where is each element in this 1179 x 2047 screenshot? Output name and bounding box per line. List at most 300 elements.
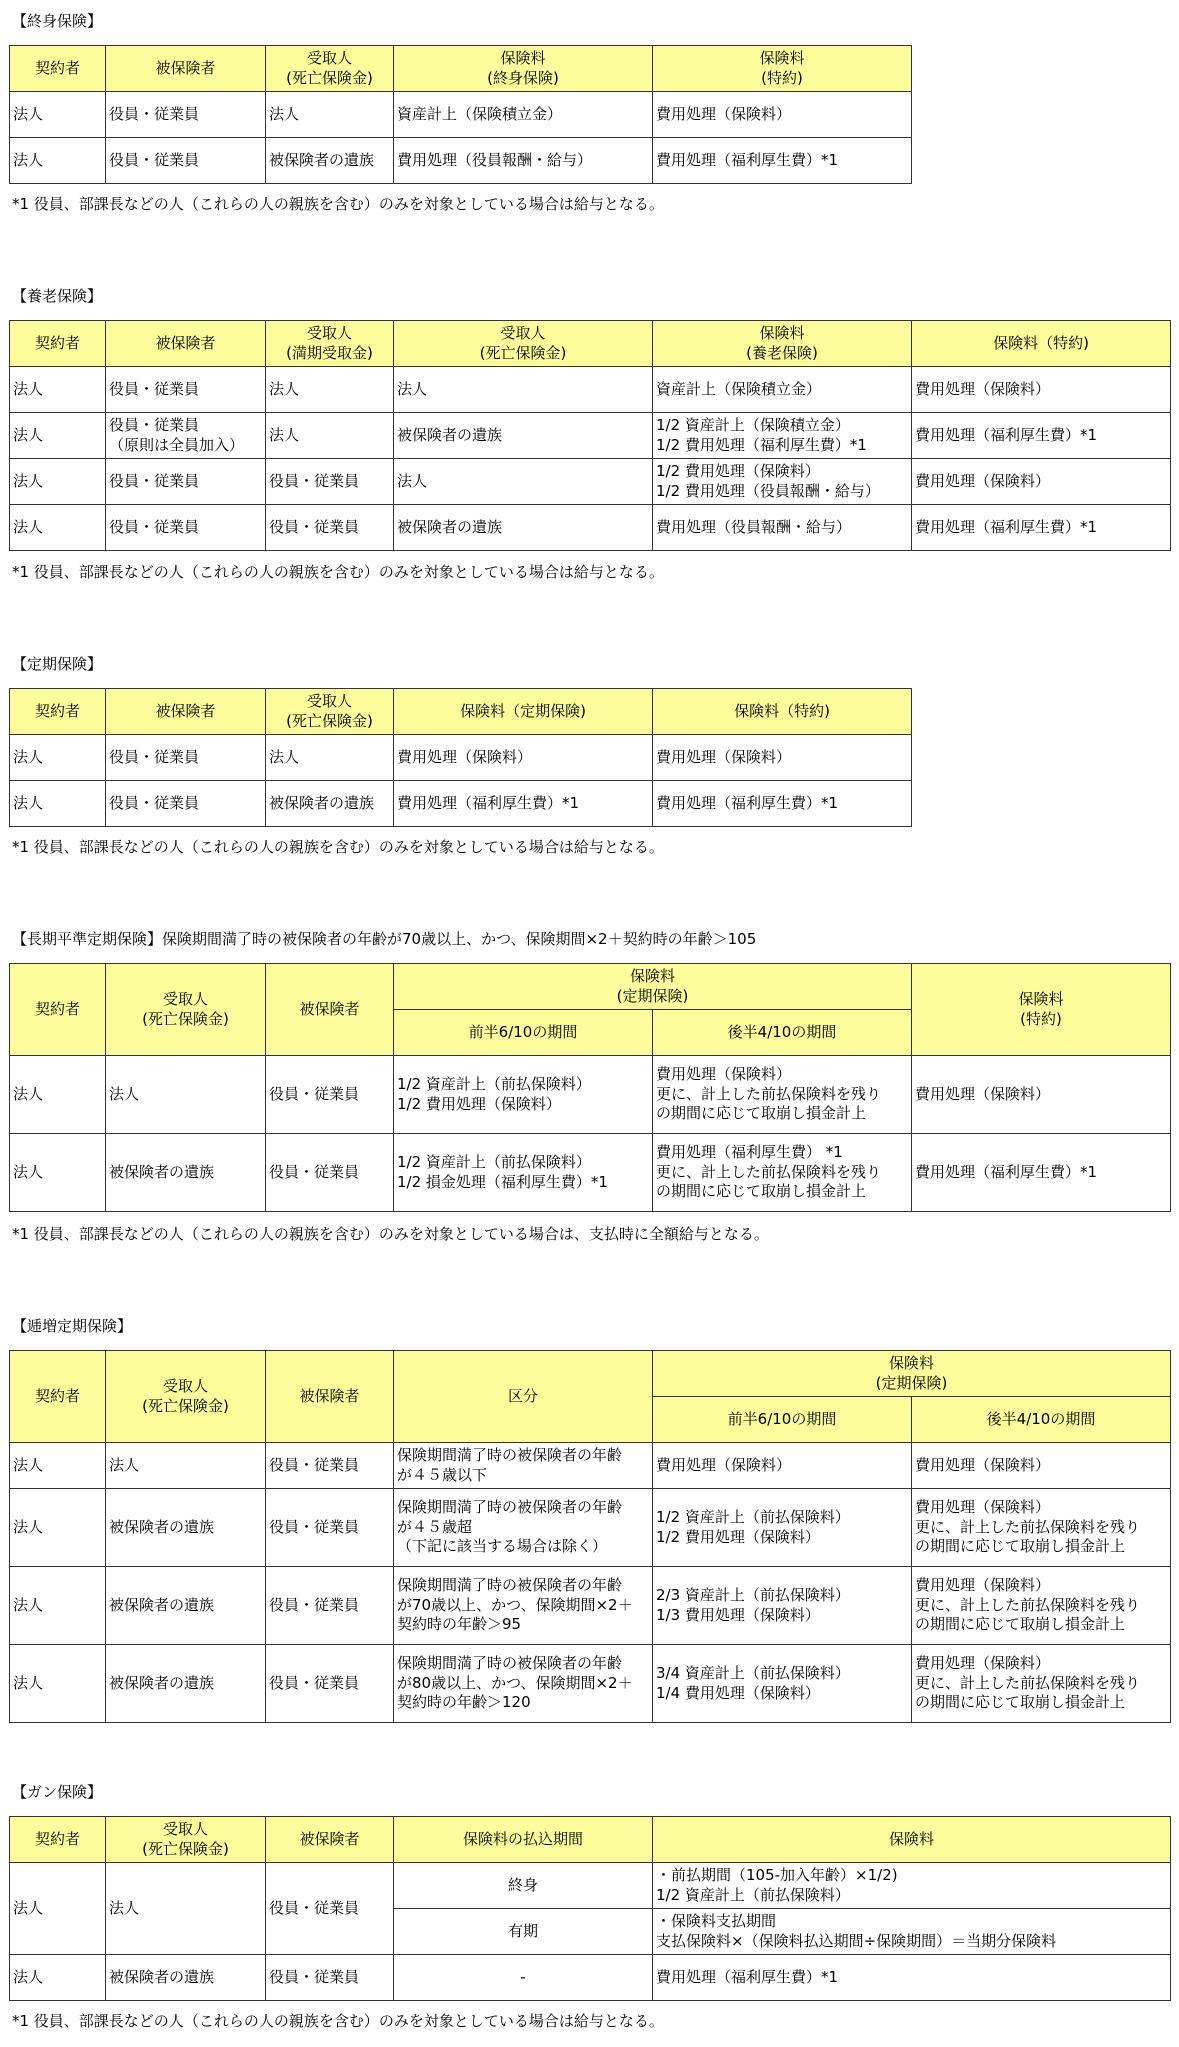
cell (266, 505, 394, 551)
cell-line: (死亡保険金) (142, 1839, 229, 1858)
cell-payment-period (394, 1955, 653, 2001)
cell-line: 費用処理（福利厚生費）*1 (656, 150, 839, 169)
cell-line: が80歳以上、かつ、保険期間×2＋ (397, 1673, 633, 1692)
cell-line: 1/2 費用処理（保険料） (397, 1094, 561, 1113)
cell-line: 役員・従業員 (269, 517, 360, 536)
cell (912, 1443, 1171, 1489)
cell-line: 前半6/10の期間 (468, 1022, 578, 1041)
cell-line: 費用処理（保険料） (656, 747, 792, 766)
table-long-term-level (9, 963, 1171, 1212)
table-header-row (10, 321, 1171, 367)
cell-line: 1/2 資産計上（前払保険料） (397, 1075, 591, 1093)
header-cell (10, 321, 106, 367)
header-cell (653, 46, 912, 92)
cell-line: (養老保険) (746, 343, 818, 362)
cell-line: 保険料 (500, 49, 546, 67)
cell-line: 役員・従業員 (269, 471, 360, 490)
cell-line: 法人 (269, 104, 300, 123)
cell-line: 役員・従業員 (109, 150, 200, 169)
cell-line: 役員・従業員 (109, 471, 200, 490)
cell-line: 1/4 費用処理（保険料） (656, 1683, 820, 1702)
cell (912, 1134, 1171, 1212)
cell-line: 法人 (13, 471, 44, 490)
cell-beneficiary (266, 92, 394, 138)
cell-line: 役員・従業員 (269, 1517, 360, 1536)
header-cell (394, 1351, 653, 1443)
cell-line: 法人 (13, 104, 44, 123)
cell-line: 契約時の年齢＞120 (397, 1693, 531, 1712)
cell-payment-period (394, 1863, 653, 1909)
cell-line: 1/2 費用処理（保険料） (656, 1527, 820, 1546)
cell-line: 費用処理（保険料） (915, 1576, 1051, 1595)
table-row (10, 1489, 1171, 1567)
cell-line: の期間に応じて取崩し損金計上 (656, 1104, 867, 1123)
cell-line: 資産計上（保険積立金） (656, 379, 822, 398)
cell-line: 役員・従業員 (109, 747, 200, 766)
cell-line: 役員・従業員 (109, 104, 200, 123)
cell (394, 413, 653, 459)
cell (266, 781, 394, 827)
cell-line: 被保険者の遺族 (109, 1595, 215, 1614)
table-row (10, 92, 912, 138)
cell-line: 法人 (13, 1967, 44, 1986)
cell-line: 役員・従業員 (109, 517, 200, 536)
cell (653, 367, 912, 413)
cell-line: 3/4 資産計上（前払保険料） (656, 1664, 850, 1682)
table-row (10, 138, 912, 184)
header-cell (266, 321, 394, 367)
table-term (9, 688, 912, 827)
cell-line: 法人 (13, 1595, 44, 1614)
cell-line: 保険料 (888, 1354, 934, 1372)
cell-line: 1/2 費用処理（保険料） (656, 462, 820, 480)
cell-line: 保険期間満了時の被保険者の年齢 (397, 1576, 623, 1595)
cell-line: 役員・従業員 (109, 793, 200, 812)
cell-line: 費用処理（役員報酬・給与） (656, 517, 852, 536)
header-cell (10, 689, 106, 735)
cell (106, 1056, 266, 1134)
cell (394, 1443, 653, 1489)
cell-line: 前半6/10の期間 (727, 1409, 837, 1428)
cell-line: (定期保険) (616, 986, 689, 1005)
cell (653, 1056, 912, 1134)
header-cell (106, 1817, 266, 1863)
cell-line: 役員・従業員 (109, 416, 200, 434)
cell (106, 1134, 266, 1212)
cell-line: ・保険料支払期間 (656, 1912, 777, 1930)
cell-line: (特約) (761, 68, 803, 87)
cell-line: 支払保険料×（保険料払込期間÷保険期間）＝当期分保険料 (656, 1931, 1057, 1950)
cell-line: 1/2 資産計上（前払保険料） (656, 1508, 850, 1526)
cell-line: 法人 (109, 1455, 140, 1474)
header-cell (394, 964, 912, 1010)
cell-line: 被保険者の遺族 (109, 1967, 215, 1986)
cell (106, 781, 266, 827)
cell-line: 後半4/10の期間 (727, 1022, 837, 1041)
cell-line: 被保険者の遺族 (109, 1517, 215, 1536)
header-cell (266, 1351, 394, 1443)
cell (10, 781, 106, 827)
table-row (10, 781, 912, 827)
cell-line: 有期 (507, 1921, 538, 1940)
cell-premium-rider (653, 138, 912, 184)
footnote: *1 役員、部課長などの人（これらの人の親族を含む）のみを対象としている場合は給与となる。 (12, 195, 664, 213)
cell (266, 1134, 394, 1212)
cell-line: (終身保険) (487, 68, 559, 87)
cell-line: 費用処理（福利厚生費）*1 (915, 425, 1098, 444)
header-cell (106, 321, 266, 367)
cell-line: 1/2 資産計上（前払保険料） (397, 1153, 591, 1171)
cell-line: 役員・従業員 (269, 1898, 360, 1917)
cell-line: が４５歳以下 (397, 1465, 488, 1484)
header-cell (106, 1351, 266, 1443)
header-cell (266, 1817, 394, 1863)
cell (106, 1863, 266, 1955)
cell-line: 更に、計上した前払保険料を残り (915, 1595, 1141, 1614)
subheader-cell (912, 1397, 1171, 1443)
cell-line: 契約者 (34, 1829, 80, 1848)
cell-line: 役員・従業員 (109, 379, 200, 398)
cell-line: 被保険者の遺族 (109, 1673, 215, 1692)
cell-line: 被保険者の遺族 (397, 425, 503, 444)
footnote: *1 役員、部課長などの人（これらの人の親族を含む）のみを対象としている場合は給与となる。 (12, 838, 664, 856)
cell-premium (394, 138, 653, 184)
header-cell (10, 46, 106, 92)
table-header-row (10, 689, 912, 735)
cell (10, 1567, 106, 1645)
cell-line: 費用処理（保険料） (915, 471, 1051, 490)
cell (106, 459, 266, 505)
header-cell (653, 689, 912, 735)
cell-insured (106, 138, 266, 184)
section-title-cancer: 【ガン保険】 (12, 1783, 103, 1801)
table-header-row (10, 1351, 1171, 1397)
cell-line: (死亡保険金) (286, 711, 373, 730)
cell-line: 受取人 (162, 1820, 208, 1838)
cell (394, 459, 653, 505)
subheader-cell (653, 1397, 912, 1443)
table-row (10, 505, 1171, 551)
header-cell (266, 964, 394, 1056)
cell (394, 1134, 653, 1212)
cell-line: 被保険者 (155, 333, 216, 352)
cell-line: 法人 (13, 747, 44, 766)
cell-line: 被保険者 (299, 1829, 360, 1848)
cell (653, 1863, 1171, 1909)
cell (10, 1955, 106, 2001)
header-cell (653, 321, 912, 367)
cell-line: 契約者 (34, 1386, 80, 1405)
table-row (10, 413, 1171, 459)
cell-line: 1/2 損金処理（福利厚生費）*1 (397, 1172, 608, 1191)
cell-line: 費用処理（保険料） (915, 1498, 1051, 1517)
cell-line: 役員・従業員 (269, 1595, 360, 1614)
cell-line: 保険料 (759, 49, 805, 67)
cell (653, 459, 912, 505)
cell-line: 費用処理（保険料） (915, 1654, 1051, 1673)
cell-line: 役員・従業員 (269, 1673, 360, 1692)
table-row (10, 1567, 1171, 1645)
header-cell (394, 689, 653, 735)
footnote: *1 役員、部課長などの人（これらの人の親族を含む）のみを対象としている場合は、支払時に全額給与となる。 (12, 1225, 769, 1243)
cell-line: (満期受取金) (286, 343, 373, 362)
cell-line: 被保険者 (155, 701, 216, 720)
cell (653, 505, 912, 551)
cell-line: 受取人 (162, 990, 208, 1008)
cell-line: 保険料（特約) (993, 333, 1089, 352)
subheader-cell (394, 1010, 653, 1056)
table-whole-life (9, 45, 912, 184)
section-title-endowment: 【養老保険】 (12, 287, 103, 305)
cell (653, 1443, 912, 1489)
cell-line: 受取人 (162, 1377, 208, 1395)
cell-line: 役員・従業員 (269, 1084, 360, 1103)
cell-line: 保険料（特約) (734, 701, 830, 720)
cell (394, 1056, 653, 1134)
table-row (10, 1056, 1171, 1134)
header-cell (10, 1351, 106, 1443)
cell-line: 費用処理（保険料） (656, 1455, 792, 1474)
cell (106, 1489, 266, 1567)
table-cancer (9, 1816, 1171, 2001)
header-cell (912, 964, 1171, 1056)
cell-line: 受取人 (306, 324, 352, 342)
cell-line: 更に、計上した前払保険料を残り (915, 1673, 1141, 1692)
cell-line: 法人 (13, 517, 44, 536)
cell (912, 1567, 1171, 1645)
cell-line: 費用処理（福利厚生費）*1 (397, 793, 580, 812)
cell-line: (死亡保険金) (479, 343, 567, 362)
cell-line: 1/2 費用処理（福利厚生費）*1 (656, 435, 867, 454)
cell-line: 受取人 (306, 49, 352, 67)
cell (266, 367, 394, 413)
cell-line: 被保険者の遺族 (269, 150, 375, 169)
cell-line: 法人 (109, 1898, 140, 1917)
cell-line: 2/3 資産計上（前払保険料） (656, 1586, 850, 1604)
cell (912, 1489, 1171, 1567)
cell-line: 被保険者 (299, 1386, 360, 1405)
table-row (10, 1443, 1171, 1489)
table-row (10, 459, 1171, 505)
cell-line: 費用処理（保険料） (915, 379, 1051, 398)
cell-line: 費用処理（保険料） (656, 104, 792, 123)
cell-line: - (520, 1967, 526, 1986)
table-header-row (10, 1817, 1171, 1863)
cell-line: 法人 (397, 379, 428, 398)
cell-line: 保険料 (1018, 990, 1064, 1008)
cell (912, 1056, 1171, 1134)
header-cell (394, 321, 653, 367)
cell (10, 1443, 106, 1489)
cell-line: 契約時の年齢＞95 (397, 1615, 522, 1634)
cell (266, 1567, 394, 1645)
cell-line: 被保険者の遺族 (109, 1162, 215, 1181)
cell-line: 資産計上（保険積立金） (397, 104, 563, 123)
cell-line: 契約者 (34, 701, 80, 720)
cell-line: 法人 (13, 425, 44, 444)
cell (266, 1489, 394, 1567)
subheader-cell (653, 1010, 912, 1056)
cell (106, 367, 266, 413)
cell-line: 更に、計上した前払保険料を残り (656, 1084, 882, 1103)
cell-line: （下記に該当する場合は除く） (397, 1537, 608, 1556)
cell-line: の期間に応じて取崩し損金計上 (656, 1182, 867, 1201)
cell (912, 367, 1171, 413)
cell-line: 法人 (13, 150, 44, 169)
cell-line: 費用処理（保険料） (915, 1084, 1051, 1103)
cell-line: 法人 (397, 471, 428, 490)
cell-line: 法人 (269, 379, 300, 398)
cell-line: 保険料（定期保険) (460, 701, 586, 720)
cell-line: 1/2 資産計上（保険積立金） (656, 416, 850, 434)
cell (10, 413, 106, 459)
header-cell (10, 964, 106, 1056)
table-row (10, 1134, 1171, 1212)
cell-premium-rider (653, 92, 912, 138)
table-row (10, 1645, 1171, 1723)
cell-line: 役員・従業員 (269, 1967, 360, 1986)
cell-contractor (10, 92, 106, 138)
cell (912, 413, 1171, 459)
cell (394, 1567, 653, 1645)
cell-line: 契約者 (34, 58, 80, 77)
cell (106, 413, 266, 459)
cell-line: 保険料 (759, 324, 805, 342)
cell-line: 受取人 (500, 324, 546, 342)
cell (394, 1489, 653, 1567)
section-title-term: 【定期保険】 (12, 655, 103, 673)
cell-line: 被保険者の遺族 (269, 793, 375, 812)
header-cell (106, 46, 266, 92)
cell (653, 1909, 1171, 1955)
cell (10, 1863, 106, 1955)
cell-line: 受取人 (306, 692, 352, 710)
cell-line: が70歳以上、かつ、保険期間×2＋ (397, 1595, 633, 1614)
cell-line: (定期保険) (875, 1373, 948, 1392)
cell-line: 1/2 資産計上（前払保険料） (656, 1885, 850, 1904)
cell (106, 1443, 266, 1489)
cell (266, 413, 394, 459)
table-header-row (10, 46, 912, 92)
cell-line: 法人 (269, 425, 300, 444)
cell-line: 法人 (109, 1084, 140, 1103)
cell-line: (特約) (1020, 1009, 1062, 1028)
cell-line: 法人 (13, 379, 44, 398)
cell-line: 被保険者 (155, 58, 216, 77)
table-header-row (10, 964, 1171, 1010)
cell (106, 1955, 266, 2001)
cell (912, 1645, 1171, 1723)
cell-line: 契約者 (34, 999, 80, 1018)
cell-line: 保険期間満了時の被保険者の年齢 (397, 1654, 623, 1673)
cell (10, 505, 106, 551)
cell-line: の期間に応じて取崩し損金計上 (915, 1537, 1126, 1556)
cell (912, 505, 1171, 551)
cell (10, 1645, 106, 1723)
cell-beneficiary (266, 138, 394, 184)
section-title-whole-life: 【終身保険】 (12, 12, 103, 30)
cell-line: ・前払期間（105-加入年齢）×1/2) (656, 1866, 898, 1884)
header-cell (912, 321, 1171, 367)
cell (10, 1134, 106, 1212)
cell-line: の期間に応じて取崩し損金計上 (915, 1693, 1126, 1712)
cell (266, 1645, 394, 1723)
cell (266, 735, 394, 781)
cell-line: (死亡保険金) (142, 1009, 229, 1028)
header-cell (394, 46, 653, 92)
cell (10, 1056, 106, 1134)
cell-contractor (10, 138, 106, 184)
table-row (10, 735, 912, 781)
cell (266, 1443, 394, 1489)
cell-line: 費用処理（保険料） (656, 1065, 792, 1084)
cell-line: 終身 (507, 1875, 538, 1894)
cell-payment-period (394, 1909, 653, 1955)
header-cell (653, 1817, 1171, 1863)
cell-line: 費用処理（保険料） (397, 747, 533, 766)
cell (10, 735, 106, 781)
header-cell (266, 689, 394, 735)
table-row (10, 1955, 1171, 2001)
cell-line: 費用処理（福利厚生費）*1 (656, 793, 839, 812)
cell (394, 505, 653, 551)
cell-line: 保険料 (888, 1829, 934, 1848)
cell (266, 1955, 394, 2001)
cell (106, 505, 266, 551)
cell (10, 459, 106, 505)
cell-line: 1/3 費用処理（保険料） (656, 1605, 820, 1624)
cell-line: 法人 (13, 1455, 44, 1474)
cell-line: 法人 (269, 747, 300, 766)
cell (653, 1134, 912, 1212)
cell (10, 1489, 106, 1567)
cell (653, 1955, 1171, 2001)
cell (653, 781, 912, 827)
cell-line: 法人 (13, 1517, 44, 1536)
cell-line: (死亡保険金) (286, 68, 373, 87)
cell-line: 費用処理（福利厚生費）*1 (656, 1967, 839, 1986)
cell-line: 費用処理（福利厚生費）*1 (915, 517, 1098, 536)
cell-line: 費用処理（保険料） (915, 1455, 1051, 1474)
cell-line: 費用処理（役員報酬・給与） (397, 150, 593, 169)
footnote: *1 役員、部課長などの人（これらの人の親族を含む）のみを対象としている場合は給与となる。 (12, 2012, 664, 2030)
cell (106, 735, 266, 781)
cell-line: 保険料 (629, 967, 675, 985)
cell (912, 459, 1171, 505)
cell-line: 区分 (507, 1386, 538, 1405)
cell-line: 後半4/10の期間 (986, 1409, 1096, 1428)
cell (653, 413, 912, 459)
cell-line: 契約者 (34, 333, 80, 352)
section-title-long-term-level: 【長期平準定期保険】保険期間満了時の被保険者の年齢が70歳以上、かつ、保険期間×2＋契約時の年齢＞105 (12, 930, 757, 948)
cell-insured (106, 92, 266, 138)
cell-line: 保険期間満了時の被保険者の年齢 (397, 1446, 623, 1464)
cell-line: 保険期間満了時の被保険者の年齢 (397, 1498, 623, 1517)
cell (106, 1645, 266, 1723)
cell (10, 367, 106, 413)
cell (266, 459, 394, 505)
cell-line: （原則は全員加入） (109, 435, 245, 454)
section-title-increasing-term: 【逓増定期保険】 (12, 1317, 133, 1335)
header-cell (10, 1817, 106, 1863)
cell (394, 1645, 653, 1723)
table-endowment (9, 320, 1171, 551)
cell-line: 更に、計上した前払保険料を残り (915, 1517, 1141, 1536)
cell-line: の期間に応じて取崩し損金計上 (915, 1615, 1126, 1634)
cell (653, 735, 912, 781)
cell (653, 1645, 912, 1723)
cell-line: 更に、計上した前払保険料を残り (656, 1162, 882, 1181)
